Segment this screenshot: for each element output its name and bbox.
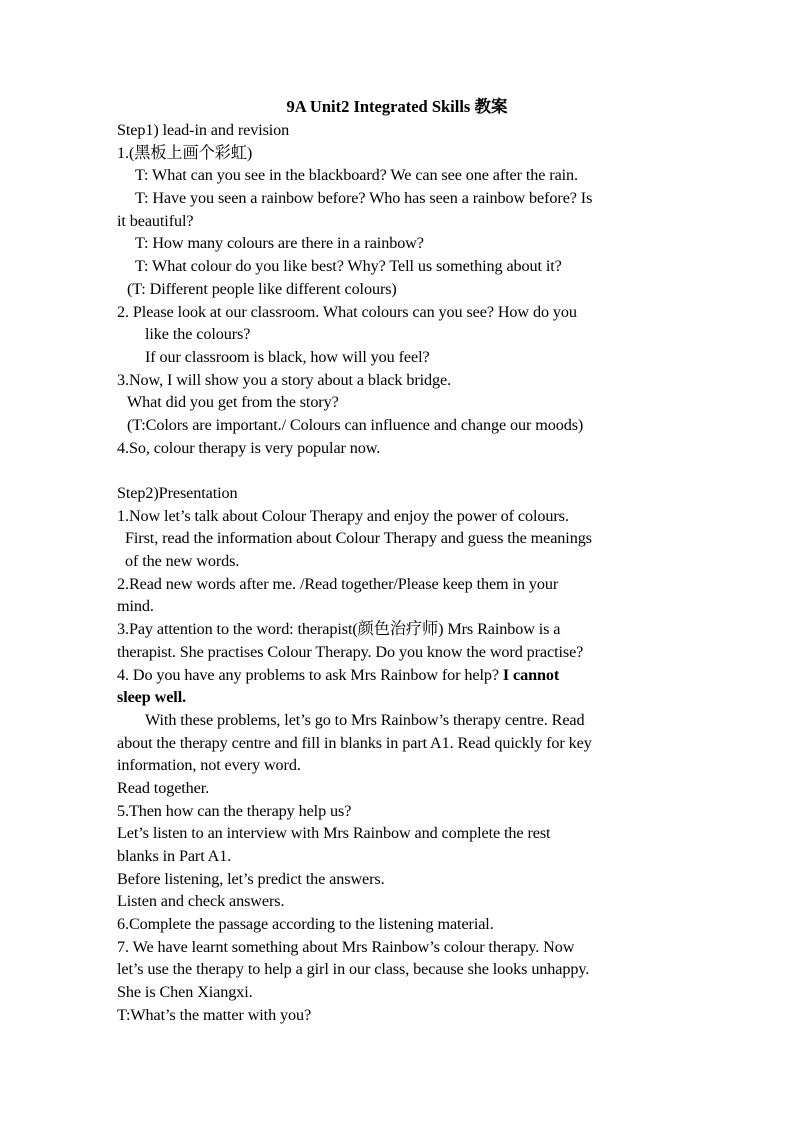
text-line: let’s use the therapy to help a girl in our class, because she looks unhappy. <box>117 960 590 979</box>
blank-line <box>117 459 677 482</box>
text-line: blanks in Part A1. <box>117 847 232 865</box>
text-line: T: What colour do you like best? Why? Tell us something about it? <box>135 257 562 276</box>
text-line: mind. <box>117 597 154 616</box>
text-line: What did you get from the story? <box>127 393 339 412</box>
text-line: Let’s listen to an interview with Mrs Rainbow and complete the rest <box>117 824 551 843</box>
text-line: First, read the information about Colour Therapy and guess the meanings <box>125 529 592 548</box>
text-line: 1.(黑板上画个彩虹) <box>117 143 253 162</box>
text-line: 2.Read new words after me. /Read together/Please keep them in your <box>117 574 559 593</box>
text-line: 2. Please look at our classroom. What colours can you see? How do you <box>117 302 577 321</box>
text-line: (T: Different people like different colours) <box>127 279 397 298</box>
text-line <box>117 664 677 687</box>
text-line: T: How many colours are there in a rainbow? <box>135 234 424 253</box>
text-line: With these problems, let’s go to Mrs Rainbow’s therapy centre. Read <box>145 710 585 729</box>
document-body <box>117 119 677 1027</box>
text-line: Before listening, let’s predict the answers. <box>117 869 385 888</box>
bold-text: sleep well. <box>117 688 187 707</box>
text-line: 1.Now let’s talk about Colour Therapy and enjoy the power of colours. <box>117 506 569 525</box>
text-line: T: Have you seen a rainbow before? Who has seen a rainbow before? Is <box>135 189 593 208</box>
text-line: 3.Now, I will show you a story about a black bridge. <box>117 370 452 389</box>
text-line: Read together. <box>117 778 210 797</box>
text-line: 7. We have learnt something about Mrs Rainbow’s colour therapy. Now <box>117 937 575 956</box>
text-line: information, not every word. <box>117 756 301 775</box>
text-line: of the new words. <box>125 552 240 571</box>
text-line: therapist. She practises Colour Therapy. Do you know the word practise? <box>117 642 584 661</box>
step2-heading: Step2)Presentation <box>117 484 238 502</box>
text-line: like the colours? <box>145 325 251 344</box>
text-line: (T:Colors are important./ Colours can influence and change our moods) <box>127 415 584 434</box>
text-line: T: What can you see in the blackboard? We can see one after the rain. <box>135 166 578 185</box>
bold-text: I cannot <box>502 665 560 684</box>
text-line: 3.Pay attention to the word: therapist(颜色治疗师) Mrs Rainbow is a <box>117 620 561 639</box>
text-run: 4. Do you have any problems to ask Mrs Rainbow for help? <box>117 665 503 684</box>
text-line: She is Chen Xiangxi. <box>117 983 253 1002</box>
step1-heading: Step1) lead-in and revision <box>117 121 290 139</box>
text-line: Listen and check answers. <box>117 892 285 911</box>
text-line: If our classroom is black, how will you feel? <box>145 347 430 366</box>
text-line: 6.Complete the passage according to the listening material. <box>117 915 494 934</box>
text-line <box>117 686 677 709</box>
text-line: it beautiful? <box>117 211 194 230</box>
text-line: T:What’s the matter with you? <box>117 1005 312 1024</box>
text-line: 4.So, colour therapy is very popular now. <box>117 438 381 457</box>
text-line: 5.Then how can the therapy help us? <box>117 801 352 820</box>
document-title: 9A Unit2 Integrated Skills 教案 <box>286 97 508 116</box>
text-line: about the therapy centre and fill in blanks in part A1. Read quickly for key <box>117 733 592 752</box>
